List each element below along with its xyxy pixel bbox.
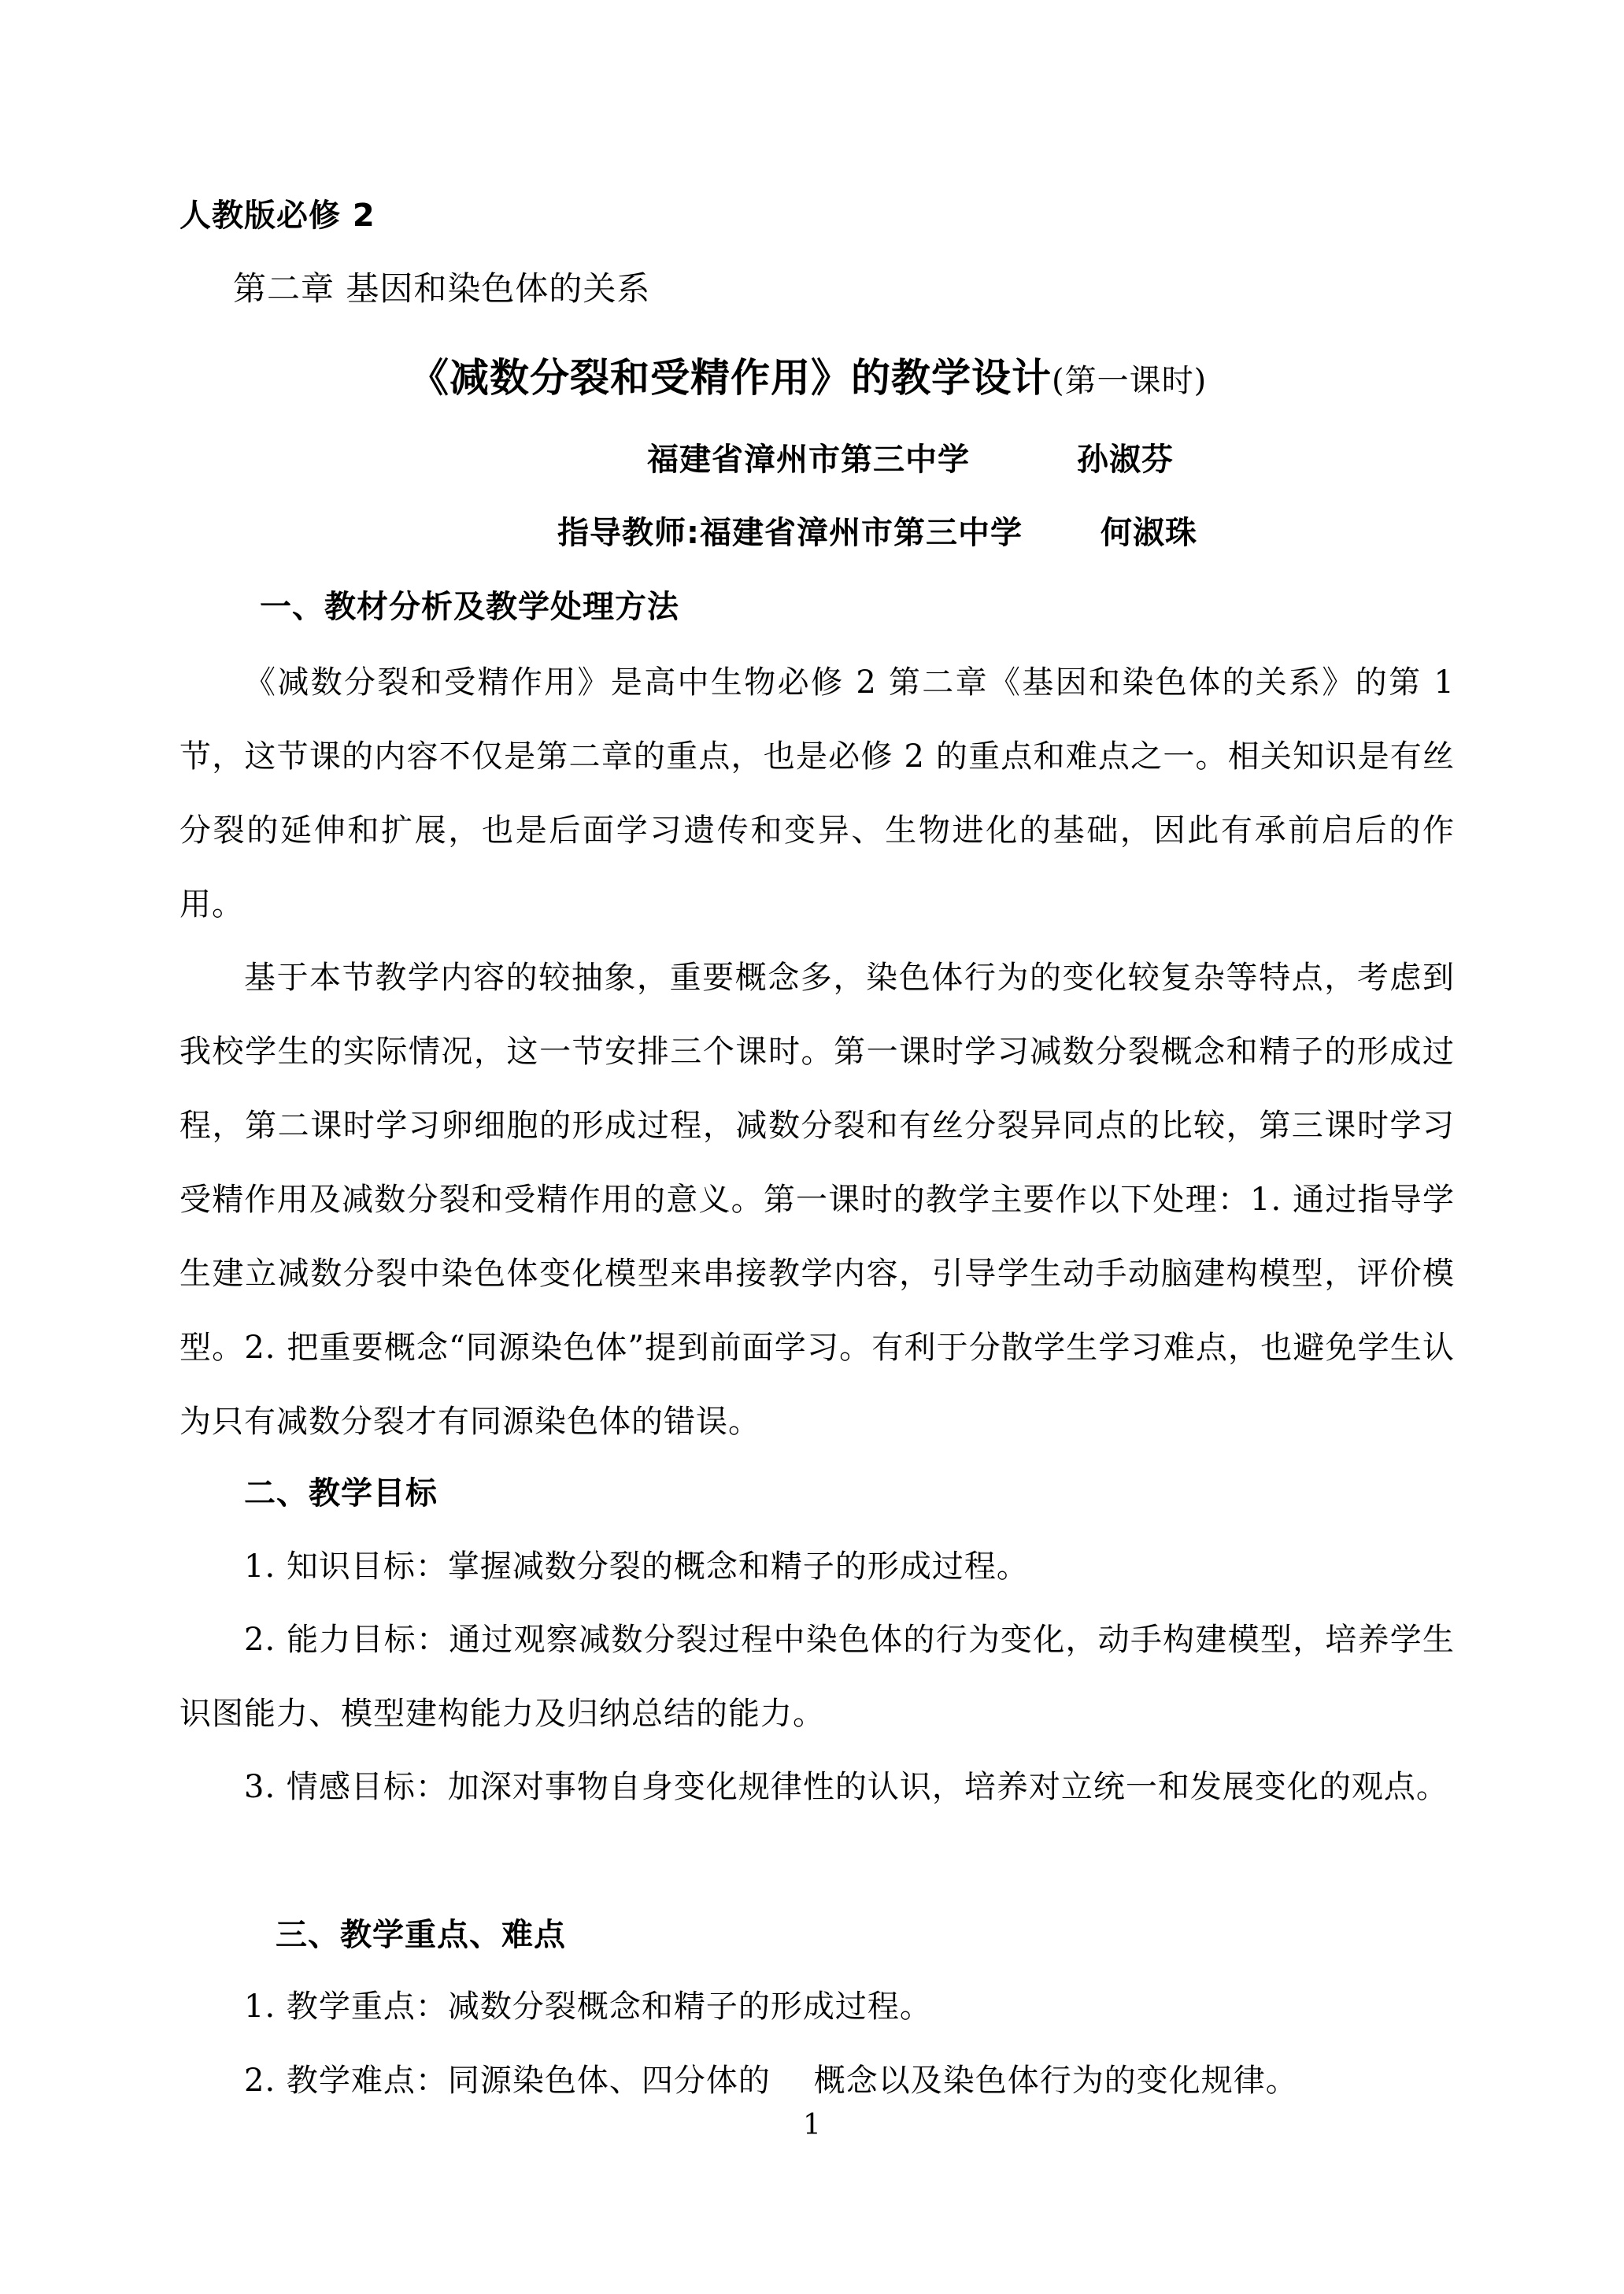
author-school: 福建省漳州市第三中学 xyxy=(647,442,970,478)
difficult-point: 2. 教学难点：同源染色体、四分体的 概念以及染色体行为的变化规律。 xyxy=(244,2063,1298,2099)
objective-knowledge: 1. 知识目标：掌握减数分裂的概念和精子的形成过程。 xyxy=(244,1548,1029,1585)
objective-ability: 2. 能力目标：通过观察减数分裂过程中染色体的行为变化，动手构建模型，培养学生识图能力、模型建构能力及归纳总结的能力。 xyxy=(179,1622,1455,1732)
objective-emotion: 3. 情感目标：加深对事物自身变化规律性的认识，培养对立统一和发展变化的观点。 xyxy=(244,1769,1448,1805)
advisor-name: 何淑珠 xyxy=(1101,515,1197,551)
section-2-heading: 二、教学目标 xyxy=(244,1475,438,1511)
section-1-paragraph-1: 《减数分裂和受精作用》是高中生物必修 2 第二章《基因和染色体的关系》的第 1 节，这节课的内容不仅是第二章的重点，也是必修 2 的重点和难点之一。相关知识是有丝分裂的延伸和扩展，也是后面学习遗传和变异、生物进化的基础，因此有承前启后的作用。 xyxy=(179,664,1455,923)
edition-label: 人教版必修 2 xyxy=(179,198,375,234)
section-3-heading: 三、教学重点、难点 xyxy=(276,1917,566,1953)
advisor-label: 指导教师:福建省漳州市第三中学 xyxy=(557,515,1023,551)
section-1-paragraph-2: 基于本节教学内容的较抽象，重要概念多，染色体行为的变化较复杂等特点，考虑到我校学生的实际情况，这一节安排三个课时。第一课时学习减数分裂概念和精子的形成过程，第二课时学习卵细胞的形成过程，减数分裂和有丝分裂异同点的比较，第三课时学习受精作用及减数分裂和受精作用的意义。第一课时的教学主要作以下处理：1. 通过指导学生建立减数分裂中染色体变化模型来串接教学内容，引导学生动手动脑建构模型，评价模型。2. 把重要概念“同源染色体”提到前面学习。有利于分散学生学习难点，也避免学生认为只有减数分裂才有同源染色体的错误。 xyxy=(179,960,1455,1440)
title-suffix: (第一课时) xyxy=(1052,363,1208,399)
section-1-heading: 一、教材分析及教学处理方法 xyxy=(260,589,679,625)
document-title xyxy=(409,354,1207,405)
page-number: 1 xyxy=(803,2109,821,2141)
title-main: 《减数分裂和受精作用》的教学设计 xyxy=(409,354,1052,401)
key-point: 1. 教学重点：减数分裂概念和精子的形成过程。 xyxy=(244,1989,932,2025)
author-name: 孙淑芬 xyxy=(1077,442,1174,478)
chapter-heading: 第二章 基因和染色体的关系 xyxy=(233,269,651,308)
